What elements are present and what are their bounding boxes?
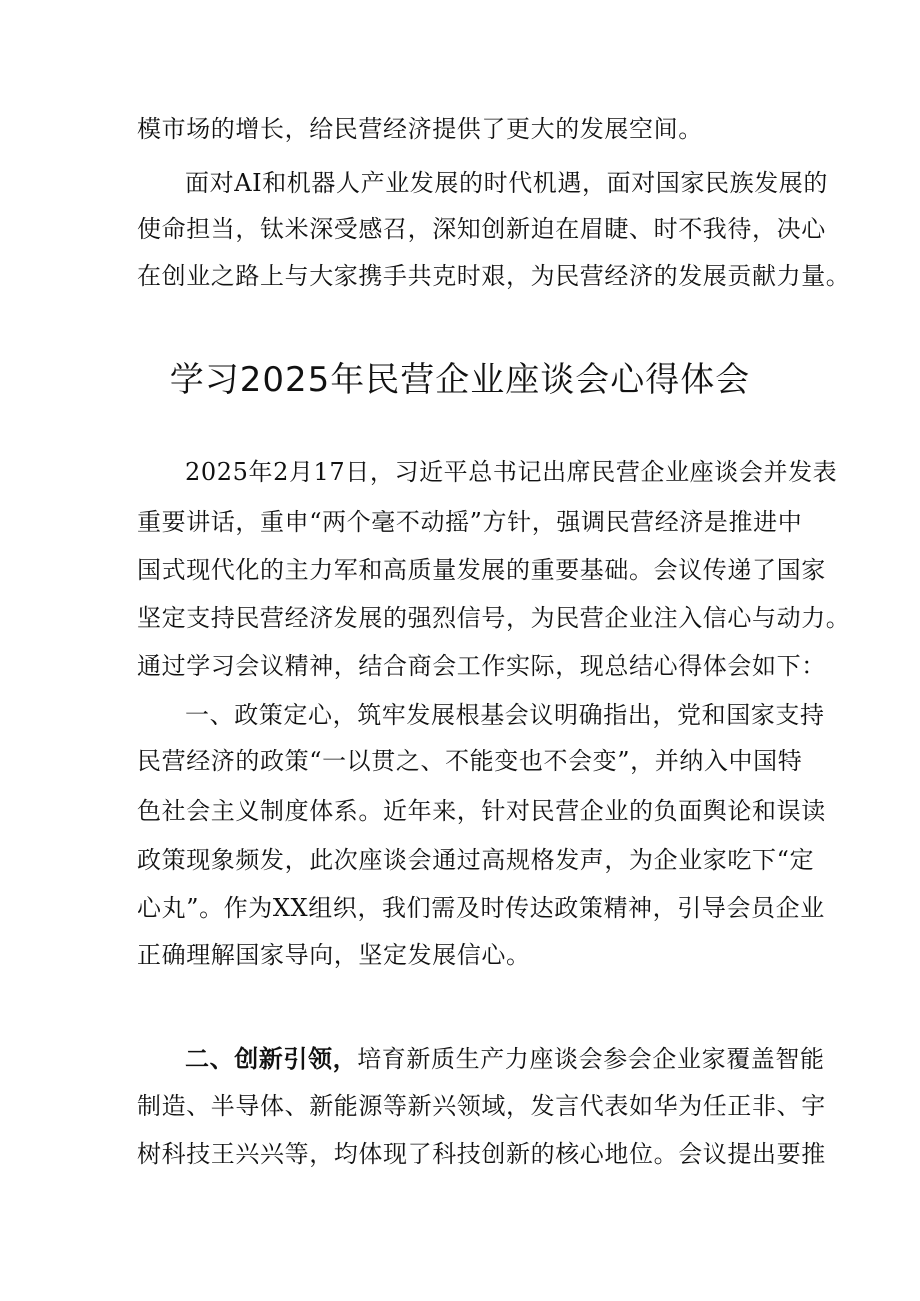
para3-line-1 (185, 1044, 825, 1074)
para1-line-5: 通过学习会议精神，结合商会工作实际，现总结心得体会如下： (137, 652, 826, 680)
article-title: 学习2025年民营企业座谈会心得体会 (169, 360, 751, 400)
para2-line-2: 民营经济的政策“一以贯之、不能变也不会变”，并纳入中国特 (137, 747, 803, 775)
para1-line-3: 国式现代化的主力军和高质量发展的重要基础。会议传递了国家 (137, 556, 826, 584)
intro-line-2: 面对AI和机器人产业发展的时代机遇，面对国家民族发展的 (185, 169, 829, 197)
para2-line-1: 一、政策定心，筑牢发展根基会议明确指出，党和国家支持 (185, 701, 825, 729)
intro-line-3: 使命担当，钛米深受感召，深知创新迫在眉睫、时不我待，决心 (137, 215, 826, 243)
para2-line-5: 心丸”。作为XX组织，我们需及时传达政策精神，引导会员企业 (137, 894, 825, 922)
intro-line-4: 在创业之路上与大家携手共克时艰，为民营经济的发展贡献力量。 (137, 262, 851, 290)
para1-line-2: 重要讲话，重申“两个毫不动摇”方针，强调民营经济是推进中 (137, 508, 803, 536)
para2-line-4: 政策现象频发，此次座谈会通过高规格发声，为企业家吃下“定 (137, 846, 815, 874)
para1-line-4: 坚定支持民营经济发展的强烈信号，为民营企业注入信心与动力。 (137, 604, 851, 632)
para3-heading: 二、创新引领， (185, 1044, 358, 1073)
para3-line-2: 制造、半导体、新能源等新兴领域，发言代表如华为任正非、宇 (137, 1092, 826, 1120)
para3-first-rest: 培育新质生产力座谈会参会企业家覆盖智能 (357, 1045, 825, 1073)
intro-line-1: 模市场的增长，给民营经济提供了更大的发展空间。 (137, 115, 703, 143)
para1-line-1: 2025年2月17日，习近平总书记出席民营企业座谈会并发表 (185, 458, 838, 486)
para2-line-3: 色社会主义制度体系。近年来，针对民营企业的负面舆论和误读 (137, 797, 826, 825)
para2-line-6: 正确理解国家导向，坚定发展信心。 (137, 941, 531, 969)
para3-line-3: 树科技王兴兴等，均体现了科技创新的核心地位。会议提出要推 (137, 1140, 826, 1168)
